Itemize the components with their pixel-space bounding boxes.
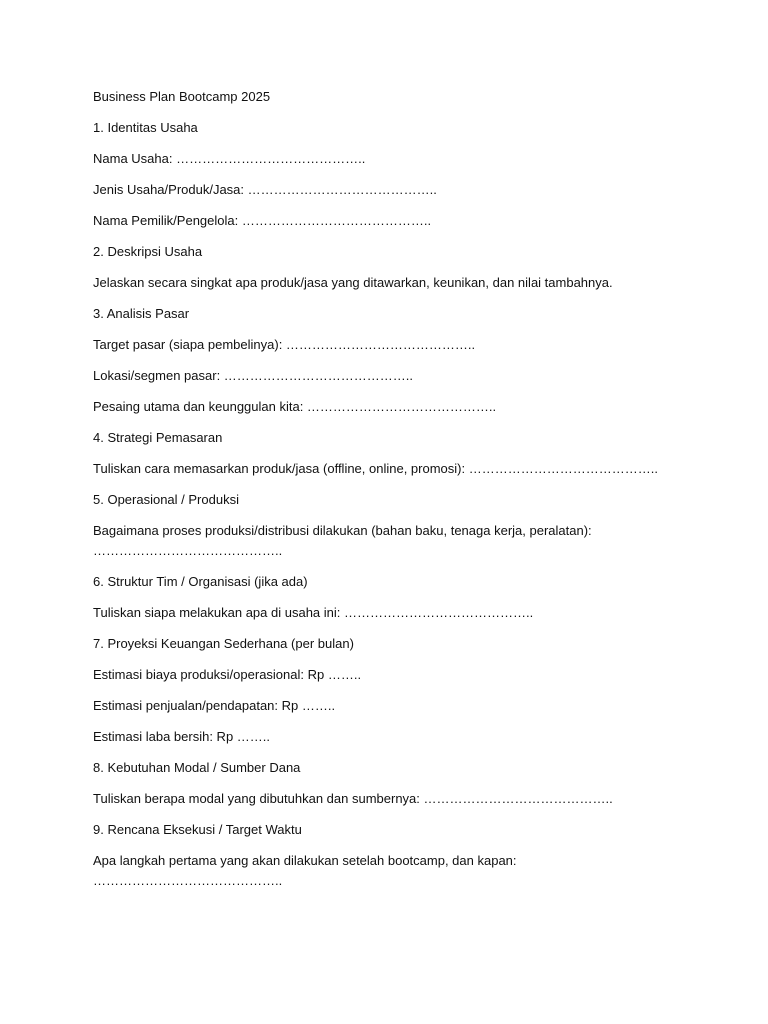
field-nama-usaha: Nama Usaha: …………………………………….. [93,151,366,166]
field-langkah-pertama: Apa langkah pertama yang akan dilakukan setelah bootcamp, dan kapan: …………………………………….. [93,853,517,888]
field-estimasi-biaya: Estimasi biaya produksi/operasional: Rp …….. [93,667,362,682]
field-nama-pemilik: Nama Pemilik/Pengelola: …………………………………….. [93,213,432,228]
document-body [93,87,693,902]
field-pesaing-utama: Pesaing utama dan keunggulan kita: …………………………………….. [93,399,497,414]
section-heading-rencana-eksekusi: 9. Rencana Eksekusi / Target Waktu [93,822,302,837]
section-heading-analisis-pasar: 3. Analisis Pasar [93,306,190,321]
field-estimasi-penjualan: Estimasi penjualan/pendapatan: Rp …….. [93,698,336,713]
document-title: Business Plan Bootcamp 2025 [93,89,271,104]
field-cara-memasarkan: Tuliskan cara memasarkan produk/jasa (offline, online, promosi): …………………………………….. [93,461,658,476]
field-lokasi-segmen: Lokasi/segmen pasar: …………………………………….. [93,368,414,383]
section-heading-deskripsi-usaha: 2. Deskripsi Usaha [93,244,203,259]
field-target-pasar: Target pasar (siapa pembelinya): …………………………………….. [93,337,476,352]
section-heading-strategi-pemasaran: 4. Strategi Pemasaran [93,430,223,445]
field-estimasi-laba: Estimasi laba bersih: Rp …….. [93,729,271,744]
section-heading-struktur-tim: 6. Struktur Tim / Organisasi (jika ada) [93,574,308,589]
field-jenis-usaha: Jenis Usaha/Produk/Jasa: …………………………………….. [93,182,437,197]
section-heading-proyeksi-keuangan: 7. Proyeksi Keuangan Sederhana (per bulan) [93,636,354,651]
field-proses-produksi: Bagaimana proses produksi/distribusi dilakukan (bahan baku, tenaga kerja, peralatan): …………………………………….. [93,523,592,558]
instruction-deskripsi-usaha: Jelaskan secara singkat apa produk/jasa yang ditawarkan, keunikan, dan nilai tambahnya. [93,275,613,290]
field-modal-sumber: Tuliskan berapa modal yang dibutuhkan dan sumbernya: …………………………………….. [93,791,613,806]
section-heading-operasional: 5. Operasional / Produksi [93,492,239,507]
section-heading-kebutuhan-modal: 8. Kebutuhan Modal / Sumber Dana [93,760,301,775]
section-heading-identitas-usaha: 1. Identitas Usaha [93,120,198,135]
field-pembagian-tugas: Tuliskan siapa melakukan apa di usaha ini: …………………………………….. [93,605,534,620]
